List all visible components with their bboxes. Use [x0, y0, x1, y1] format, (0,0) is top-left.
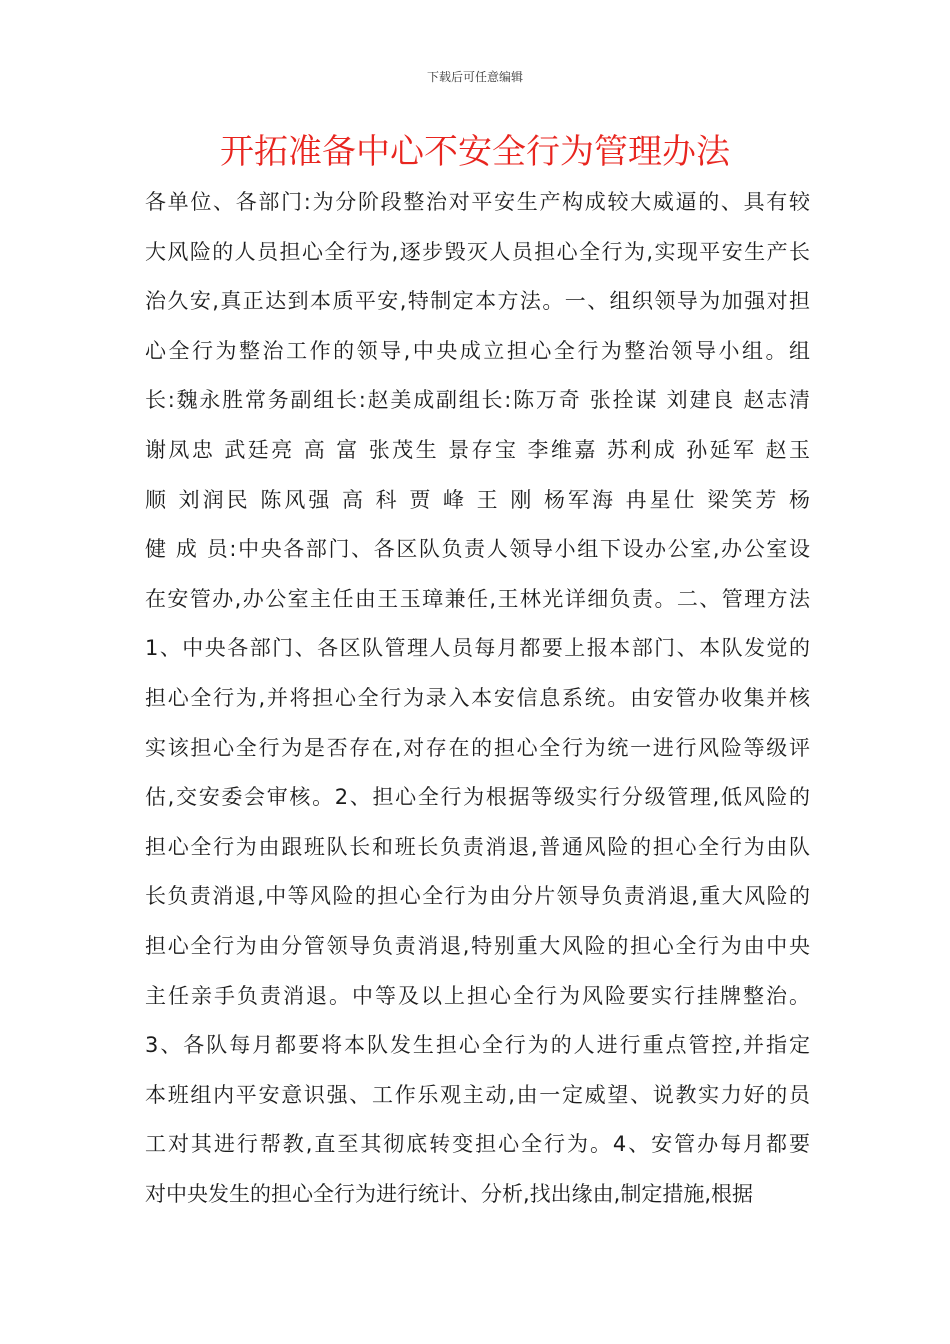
- body-line: 本班组内平安意识强、工作乐观主动,由一定威望、说教实力好的员: [145, 1082, 810, 1107]
- body-line: 在安管办,办公室主任由王玉璋兼任,王林光详细负责。二、管理方法: [145, 586, 810, 611]
- body-line: 担心全行为,并将担心全行为录入本安信息系统。由安管办收集并核: [145, 685, 810, 710]
- document-title: 开拓准备中心不安全行为管理办法: [220, 132, 730, 172]
- page-header-note: 下载后可任意编辑: [426, 70, 523, 84]
- body-line: 3、各队每月都要将本队发生担心全行为的人进行重点管控,并指定: [145, 1033, 810, 1058]
- body-line: 实该担心全行为是否存在,对存在的担心全行为统一进行风险等级评: [145, 735, 810, 760]
- document-body: [145, 178, 810, 1219]
- body-line: 心全行为整治工作的领导,中央成立担心全行为整治领导小组。组: [145, 338, 810, 363]
- body-line: 长负责消退,中等风险的担心全行为由分片领导负责消退,重大风险的: [145, 884, 810, 909]
- body-line: 健 成 员:中央各部门、各区队负责人领导小组下设办公室,办公室设: [145, 537, 810, 562]
- body-line: 估,交安委会审核。2、担心全行为根据等级实行分级管理,低风险的: [145, 785, 810, 810]
- body-line: 担心全行为由分管领导负责消退,特别重大风险的担心全行为由中央: [145, 933, 810, 958]
- body-line: 治久安,真正达到本质平安,特制定本方法。一、组织领导为加强对担: [145, 289, 810, 314]
- body-line: 对中央发生的担心全行为进行统计、分析,找出缘由,制定措施,根据: [145, 1181, 754, 1206]
- body-line: 主任亲手负责消退。中等及以上担心全行为风险要实行挂牌整治。: [145, 983, 810, 1008]
- body-line: 长:魏永胜常务副组长:赵美成副组长:陈万奇 张拴谋 刘建良 赵志清: [145, 388, 810, 413]
- body-line: 担心全行为由跟班队长和班长负责消退,普通风险的担心全行为由队: [145, 834, 810, 859]
- body-line: 各单位、各部门:为分阶段整治对平安生产构成较大威逼的、具有较: [145, 190, 810, 214]
- body-line: 谢凤忠 武廷亮 高 富 张茂生 景存宝 李维嘉 苏利成 孙延军 赵玉: [145, 437, 810, 462]
- body-line: 1、中央各部门、各区队管理人员每月都要上报本部门、本队发觉的: [145, 636, 810, 661]
- body-line: 顺 刘润民 陈风强 高 科 贾 峰 王 刚 杨军海 冉星仕 梁笑芳 杨: [145, 487, 810, 512]
- body-line: 工对其进行帮教,直至其彻底转变担心全行为。4、安管办每月都要: [145, 1132, 810, 1157]
- body-line: 大风险的人员担心全行为,逐步毁灭人员担心全行为,实现平安生产长: [145, 239, 810, 264]
